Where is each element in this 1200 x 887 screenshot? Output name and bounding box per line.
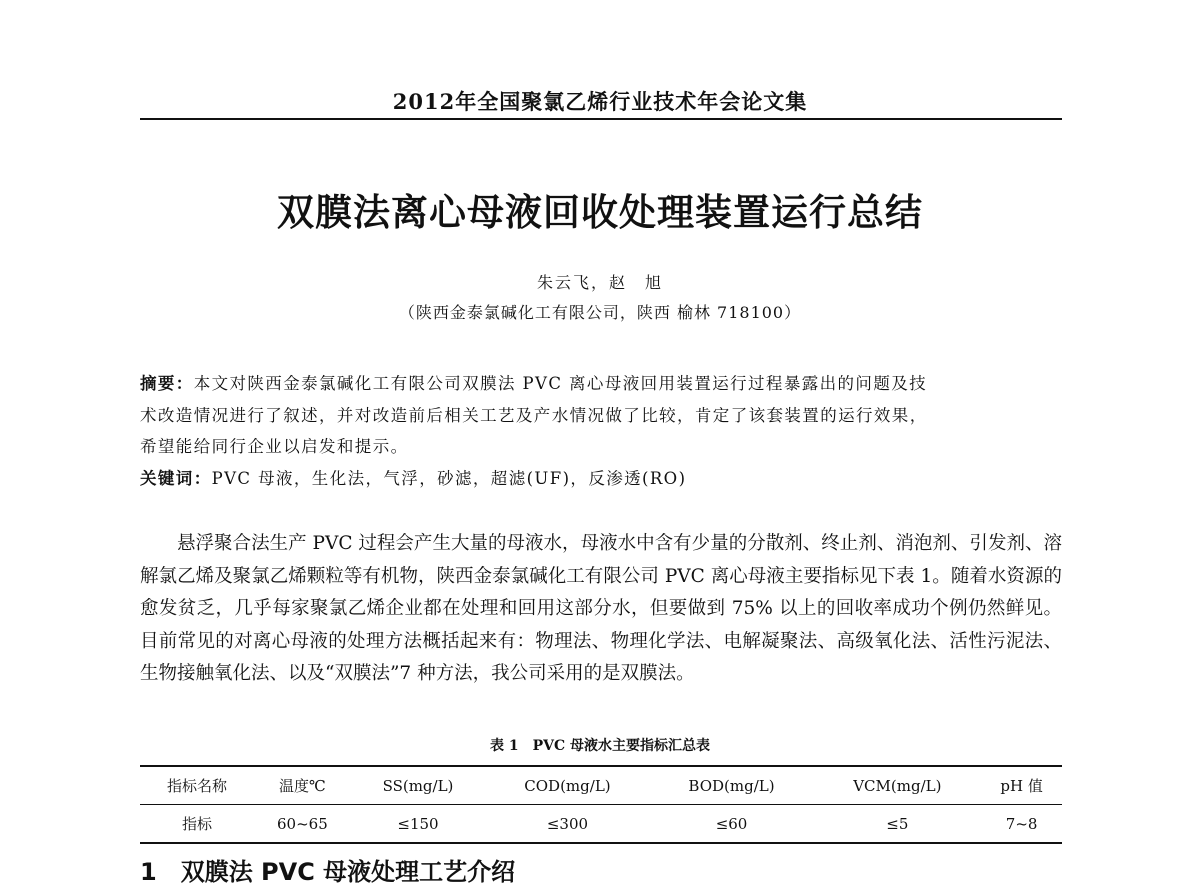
table-cell: 7~8 [1005, 814, 1038, 833]
table-cell: ≤300 [546, 814, 589, 833]
keywords-label: 关键词： [140, 469, 212, 488]
abstract-line [140, 370, 1065, 394]
table-header: 温度℃ [278, 777, 326, 795]
table-header: BOD(mg/L) [688, 776, 775, 795]
header-rule [140, 118, 1062, 120]
table-cell: ≤150 [397, 814, 439, 833]
table-header: 指标名称 [167, 777, 228, 795]
indicator-table [140, 765, 1062, 844]
paper-title: 双膜法离心母液回收处理装置运行总结 [277, 191, 923, 234]
affiliation: （陕西金泰氯碱化工有限公司，陕西 榆林 718100） [398, 303, 802, 322]
keywords-text: PVC 母液，生化法，气浮，砂滤，超滤(UF)，反渗透(RO) [211, 469, 687, 488]
running-header: 2012年全国聚氯乙烯行业技术年会论文集 [392, 89, 808, 114]
body-paragraph: 悬浮聚合法生产 PVC 过程会产生大量的母液水，母液水中含有少量的分散剂、终止剂、消泡剂、引发剂、溶解氯乙烯及聚氯乙烯颗粒等有机物，陕西金泰氯碱化工有限公司 PVC 离心母液主要指标见下表 1。随着水资源的愈发贫乏，几乎每家聚氯乙烯企业都在处理和回用这部分水，但要做到 75% 以上的回收率成功个例仍然鲜见。目前常见的对离心母液的处理方法概括起来有：物理法、物理化学法、电解凝聚法、高级氧化法、活性污泥法、生物接触氧化法、以及“双膜法”7 种方法，我公司采用的是双膜法。 [140, 533, 1062, 685]
abstract-line: 术改造情况进行了叙述，并对改造前后相关工艺及产水情况做了比较，肯定了该套装置的运行效果， [140, 406, 928, 425]
table-cell: ≤5 [886, 814, 909, 833]
table-header: pH 值 [1000, 777, 1043, 795]
table-cell: 60~65 [277, 814, 328, 833]
section-heading: 1 双膜法 PVC 母液处理工艺介绍 [140, 858, 516, 886]
table-caption: 表 1 PVC 母液水主要指标汇总表 [489, 738, 711, 754]
authors: 朱云飞，赵 旭 [536, 273, 663, 292]
table-cell: ≤60 [715, 814, 748, 833]
abstract-line: 希望能给同行企业以启发和提示。 [140, 437, 409, 456]
abstract-text: 本文对陕西金泰氯碱化工有限公司双膜法 PVC 离心母液回用装置运行过程暴露出的问题及技 [193, 374, 928, 393]
table-header: COD(mg/L) [524, 776, 611, 795]
table-row [140, 805, 1062, 844]
abstract-label: 摘要： [140, 374, 194, 393]
table-header: VCM(mg/L) [853, 776, 942, 795]
table-cell: 指标 [182, 815, 213, 833]
keywords-line [140, 465, 1065, 489]
table-header-row [140, 766, 1062, 805]
table-header: SS(mg/L) [382, 776, 454, 795]
body-text [140, 528, 1062, 691]
